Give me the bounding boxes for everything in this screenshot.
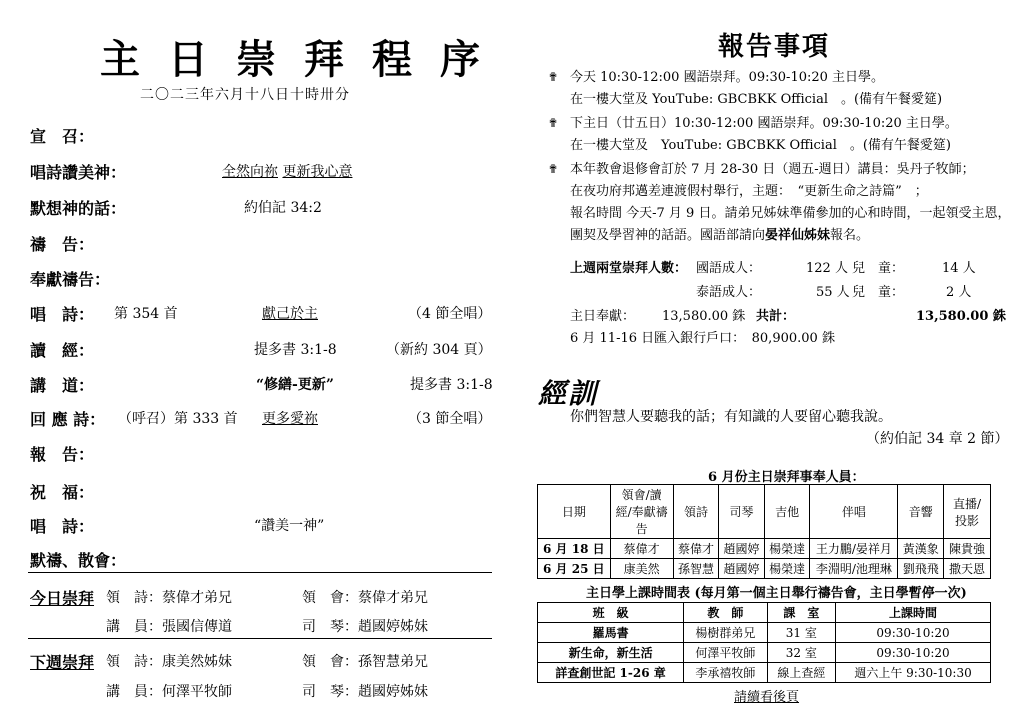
table-cell: 楊榮達 bbox=[764, 539, 810, 559]
table-cell: 撒天恩 bbox=[944, 559, 991, 579]
reading-ref: 提多書 3:1-8 bbox=[254, 342, 337, 358]
mandarin-adult-label: 國語成人： bbox=[696, 261, 762, 276]
today-organ-label: 司 琴： bbox=[302, 619, 358, 635]
announcement-3-line-1: 本年教會退修會訂於 7 月 28-30 日（週五-週日）講員：吳丹子牧師； bbox=[570, 162, 975, 177]
school-header-class: 班 級 bbox=[538, 603, 684, 623]
table-cell: 6 月 25 日 bbox=[538, 559, 611, 579]
serve-header-guitar: 吉他 bbox=[764, 485, 810, 539]
scripture-text: 你們智慧人要聽我的話；有知識的人要留心聽我說。 bbox=[570, 409, 892, 425]
table-row bbox=[538, 539, 991, 559]
response-label: 回 應 詩： bbox=[30, 410, 106, 429]
announcement-3-line-4-end: 報名。 bbox=[830, 228, 870, 243]
thai-adult-count: 55 人 bbox=[816, 285, 850, 300]
table-cell: 陳貴強 bbox=[944, 539, 991, 559]
hymn2-number: 第 354 首 bbox=[114, 306, 178, 322]
cross-icon: ✟ bbox=[548, 162, 559, 176]
serve-table-header bbox=[538, 485, 991, 539]
today-lead-song-label: 領 詩： bbox=[106, 590, 162, 606]
response-number: 第 333 首 bbox=[174, 411, 238, 427]
child-label: 兒 童： bbox=[852, 261, 905, 276]
table-cell: 楊樹群弟兄 bbox=[684, 623, 767, 643]
school-header-time: 上課時間 bbox=[836, 603, 991, 623]
announcement-1 bbox=[548, 66, 942, 111]
hymn3-song: “讚美一神” bbox=[254, 518, 325, 534]
serve-table-title: 6 月份主日崇拜事奉人員： bbox=[708, 470, 865, 485]
hymn3-label: 唱 詩： bbox=[30, 517, 95, 536]
reading-note: （新約 304 頁） bbox=[386, 342, 492, 358]
next-organ-label: 司 琴： bbox=[302, 684, 358, 700]
today-speaker-label: 講 員： bbox=[106, 619, 162, 635]
service-date: 二〇二三年六月十八日十時卅分 bbox=[140, 87, 350, 103]
total-amount: 13,580.00 銖 bbox=[916, 309, 1006, 324]
hymn1-song2: 更新我心意 bbox=[282, 164, 353, 180]
thai-adult-label: 泰語成人： bbox=[696, 285, 762, 300]
next-lead-song: 康美然姊妹 bbox=[162, 654, 232, 670]
sermon-topic: “修繕-更新” bbox=[256, 377, 334, 393]
hymn1-label: 唱詩讚美神： bbox=[30, 163, 127, 182]
announcement-2 bbox=[548, 112, 958, 157]
closing-label: 默禱、散會： bbox=[30, 551, 127, 570]
offering-prayer-label: 奉獻禱告： bbox=[30, 270, 111, 289]
child-label-2: 兒 童： bbox=[852, 285, 905, 300]
cross-icon: ✟ bbox=[548, 70, 559, 84]
offering-amount: 13,580.00 銖 bbox=[662, 309, 746, 324]
today-lead-song: 蔡偉才弟兄 bbox=[162, 590, 232, 606]
table-cell: 蔡偉才 bbox=[673, 539, 719, 559]
today-lead-meeting-label: 領 會： bbox=[302, 590, 358, 606]
serve-table bbox=[537, 484, 991, 579]
serve-header-song: 領詩 bbox=[673, 485, 719, 539]
total-label: 共計： bbox=[756, 309, 796, 324]
divider-line bbox=[28, 572, 492, 573]
announcement-2-line-2: 在一樓大堂及 YouTube: GBCBKK Official 。(備有午餐愛筵) bbox=[570, 138, 951, 153]
today-organ: 趙國婷姊妹 bbox=[358, 619, 428, 635]
table-cell: 何澤平牧師 bbox=[684, 643, 767, 663]
mandarin-adult-count: 122 人 bbox=[806, 261, 848, 276]
reading-label: 讀 經： bbox=[30, 341, 95, 360]
table-cell: 王力鵬/晏祥月 bbox=[810, 539, 898, 559]
serve-header-stream: 直播/投影 bbox=[944, 485, 991, 539]
report-label: 報 告： bbox=[30, 445, 95, 464]
continue-note: 請續看後頁 bbox=[734, 690, 800, 705]
hymn2-song: 獻己於主 bbox=[262, 306, 318, 322]
divider-line-2 bbox=[28, 638, 492, 639]
scripture-ref: （約伯記 34 章 2 節） bbox=[866, 431, 1009, 447]
serve-header-lead: 領會/讀經/奉獻禱告 bbox=[610, 485, 673, 539]
announcement-1-line-1: 今天 10:30-12:00 國語崇拜。09:30-10:20 主日學。 bbox=[570, 70, 885, 85]
cross-icon: ✟ bbox=[548, 116, 559, 130]
announcement-3-line-3: 報名時間 今天-7 月 9 日。請弟兄姊妹準備參加的心和時間，一起領受主恩， bbox=[570, 206, 1011, 221]
sermon-label: 講 道： bbox=[30, 376, 95, 395]
meditation-ref: 約伯記 34:2 bbox=[244, 200, 322, 216]
bank-deposit: 6 月 11-16 日匯入銀行戶口： 80,900.00 銖 bbox=[570, 331, 835, 346]
blessing-label: 祝 福： bbox=[30, 483, 95, 502]
hymn1-song1: 全然向祢 bbox=[222, 164, 278, 180]
next-lead-meeting-label: 領 會： bbox=[302, 654, 358, 670]
next-speaker-label: 講 員： bbox=[106, 684, 162, 700]
serve-header-sound: 音響 bbox=[898, 485, 944, 539]
call-label: 宣 召： bbox=[30, 127, 95, 146]
announcements-banner: 報告事項 bbox=[718, 32, 831, 62]
table-cell: 黃漢象 bbox=[898, 539, 944, 559]
table-cell: 週六上午 9:30-10:30 bbox=[836, 663, 991, 683]
announcement-3-line-2: 在夜功府邦邁差連渡假村舉行，主題： “更新生命之詩篇” ； bbox=[570, 184, 928, 199]
child-count-2: 2 人 bbox=[946, 285, 972, 300]
school-table-title: 主日學上課時間表 (每月第一個主日舉行禱告會，主日學暫停一次) bbox=[586, 586, 967, 601]
table-cell: 趙國婷 bbox=[719, 539, 765, 559]
school-table-header bbox=[538, 603, 991, 623]
sermon-ref: 提多書 3:1-8 bbox=[410, 377, 493, 393]
school-header-teacher: 教 師 bbox=[684, 603, 767, 623]
next-speaker: 何澤平牧師 bbox=[162, 684, 232, 700]
table-cell: 09:30-10:20 bbox=[836, 623, 991, 643]
next-service-label: 下週崇拜 bbox=[30, 653, 95, 672]
announcement-3-line-4: 團契及學習神的話語。國語部請向 bbox=[570, 228, 766, 243]
table-row bbox=[538, 559, 991, 579]
table-row bbox=[538, 643, 991, 663]
next-organ: 趙國婷姊妹 bbox=[358, 684, 428, 700]
table-cell: 劉飛飛 bbox=[898, 559, 944, 579]
today-service-label: 今日崇拜 bbox=[30, 589, 95, 608]
announcement-3 bbox=[548, 158, 1010, 247]
table-cell: 09:30-10:20 bbox=[836, 643, 991, 663]
offering-label: 主日奉獻： bbox=[570, 309, 636, 324]
table-cell: 新生命，新生活 bbox=[538, 643, 684, 663]
table-cell: 楊榮達 bbox=[764, 559, 810, 579]
announcement-1-line-2: 在一樓大堂及 YouTube: GBCBKK Official 。(備有午餐愛筵) bbox=[570, 92, 943, 107]
serve-header-date: 日期 bbox=[538, 485, 611, 539]
table-cell: 李承禧牧師 bbox=[684, 663, 767, 683]
hymn2-note: （4 節全唱） bbox=[408, 306, 492, 322]
next-lead-meeting: 孫智慧弟兄 bbox=[358, 654, 428, 670]
school-header-room: 課 室 bbox=[767, 603, 835, 623]
table-cell: 蔡偉才 bbox=[610, 539, 673, 559]
prayer-label: 禱 告： bbox=[30, 235, 95, 254]
table-cell: 李淵明/池理琳 bbox=[810, 559, 898, 579]
table-cell: 31 室 bbox=[767, 623, 835, 643]
table-cell: 32 室 bbox=[767, 643, 835, 663]
table-row bbox=[538, 663, 991, 683]
page-title: 主日崇拜程序 bbox=[100, 36, 508, 83]
table-cell: 線上查經 bbox=[767, 663, 835, 683]
table-row bbox=[538, 623, 991, 643]
attendance-label: 上週兩堂崇拜人數： bbox=[570, 261, 688, 276]
table-cell: 趙國婷 bbox=[719, 559, 765, 579]
table-cell: 孫智慧 bbox=[673, 559, 719, 579]
response-call: （呼召） bbox=[118, 411, 174, 427]
school-table bbox=[537, 602, 991, 683]
scripture-banner: 經訓 bbox=[538, 377, 599, 410]
today-lead-meeting: 蔡偉才弟兄 bbox=[358, 590, 428, 606]
response-note: （3 節全唱） bbox=[408, 411, 492, 427]
child-count-1: 14 人 bbox=[942, 261, 976, 276]
table-cell: 詳查創世記 1-26 章 bbox=[538, 663, 684, 683]
response-song: 更多愛祢 bbox=[262, 411, 318, 427]
serve-header-backing: 伴唱 bbox=[810, 485, 898, 539]
hymn2-label: 唱 詩： bbox=[30, 305, 95, 324]
serve-header-organ: 司琴 bbox=[719, 485, 765, 539]
next-lead-song-label: 領 詩： bbox=[106, 654, 162, 670]
today-speaker: 張國信傳道 bbox=[162, 619, 232, 635]
meditation-label: 默想神的話： bbox=[30, 199, 127, 218]
announcement-2-line-1: 下主日（廿五日）10:30-12:00 國語崇拜。09:30-10:20 主日學。 bbox=[570, 116, 958, 131]
table-cell: 康美然 bbox=[610, 559, 673, 579]
contact-person: 晏祥仙姊妹 bbox=[765, 228, 831, 243]
table-cell: 羅馬書 bbox=[538, 623, 684, 643]
table-cell: 6 月 18 日 bbox=[538, 539, 611, 559]
